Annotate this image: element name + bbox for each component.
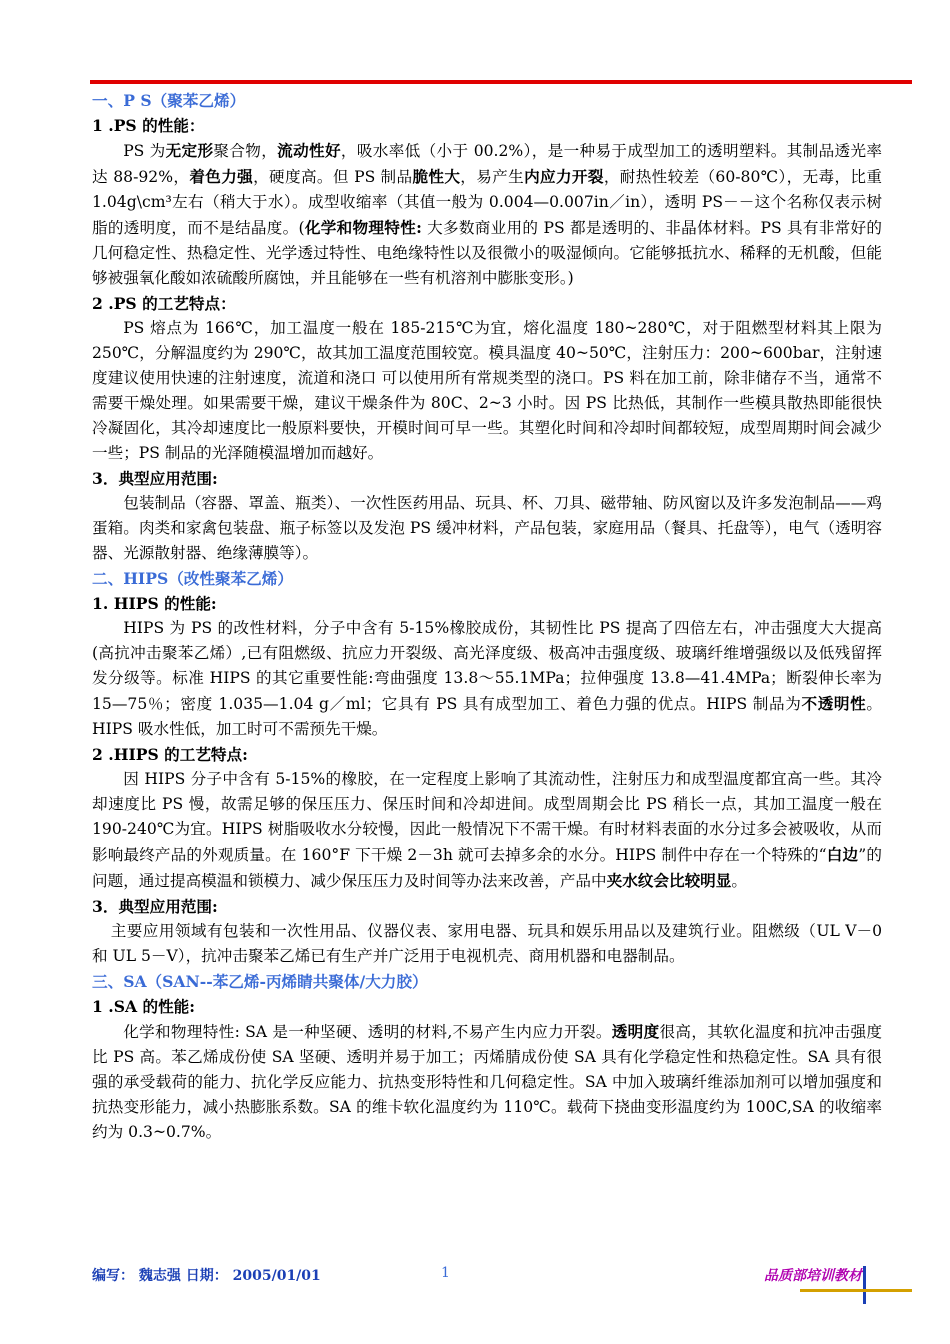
text-run: ”的问题，通过提高模温和锁模力、减少保压压力及时间等办法来改善，产品中: [92, 846, 882, 890]
text-run: PS 为: [123, 142, 166, 160]
footer-gold-rule: [800, 1289, 912, 1292]
subheading-ps-process: 2 .PS 的工艺特点：: [92, 294, 236, 313]
top-red-rule: [90, 80, 912, 84]
text-run: 。HIPS 吸水性低，加工时可不需预先干燥。: [92, 695, 882, 738]
footer-author-date: 编写： 魏志强 日期： 2005/01/01: [92, 1268, 321, 1284]
subheading-hips-process: 2 .HIPS 的工艺特点:: [92, 745, 248, 764]
text-run: 聚合物，: [213, 142, 278, 160]
bold-text-run: 无定形: [165, 141, 214, 160]
footer-vertical-rule: [863, 1266, 866, 1304]
bold-text-run: 透明度: [611, 1022, 660, 1041]
document-body: [92, 88, 882, 1145]
section-heading-ps: 一、P S（聚苯乙烯）: [92, 91, 246, 110]
paragraph-hips-properties: [92, 616, 882, 742]
paragraph-sa-properties: [92, 1019, 882, 1145]
page-number: 1: [441, 1265, 450, 1281]
text-run: 很高，其软化温度和抗冲击强度比 PS 高。苯乙烯成份使 SA 坚硬、透明并易于加工；丙烯腈成份使 SA 具有化学稳定性和热稳定性。SA 具有很强的承受载荷的能力、抗化学反应能力、抗热变形特性和几何稳定性。SA 中加入玻璃纤维添加剂可以增加强度和抗热变形能力，减小热膨胀系数。SA 的维卡软化温度约为 110℃。载荷下挠曲变形温度约为 100C,SA 的收缩率约为 0.3~0.7%。: [92, 1023, 882, 1141]
bold-text-run: 不透明性: [801, 694, 867, 713]
text-run: 化学和物理特性: SA 是一种坚硬、透明的材料,不易产生内应力开裂。: [123, 1023, 612, 1041]
text-run: ，吸水率低（小于 00.2%），是一种易于成型加工的透明塑料。其制品透光率达 88-92%，: [92, 142, 882, 186]
bold-text-run: 脆性大: [412, 167, 461, 186]
section-heading-sa: 三、SA（SAN--苯乙烯-丙烯睛共聚体/大力胶）: [92, 972, 428, 991]
paragraph-ps-applications: 包装制品（容器、罩盖、瓶类）、一次性医药用品、玩具、杯、刀具、磁带轴、防风窗以及许多发泡制品——鸡蛋箱。肉类和家禽包装盘、瓶子标签以及发泡 PS 缓冲材料，产品包装，家庭用品（餐具、托盘等），电气（透明容器、光源散射器、绝缘薄膜等）。: [92, 494, 882, 562]
paragraph-hips-applications: 主要应用领域有包装和一次性用品、仪器仪表、家用电器、玩具和娱乐用品以及建筑行业。阻燃级（UL V－0 和 UL 5－V），抗冲击聚苯乙烯已有生产并广泛用于电视机壳、商用机器和电器制品。: [92, 922, 882, 965]
text-run: ，耐热性较差（60-80℃），无毒，比重 1.04g\cm³左右（稍大于水）。成型收缩率（其值一般为 0.004—0.007in／in），透明 PS－－这个名称仅表示树脂的透明度，而不是结晶度。(: [92, 168, 882, 237]
paragraph-hips-process: [92, 767, 882, 894]
bold-text-run: 流动性好: [277, 141, 341, 160]
footer-doc-title: 品质部培训教材: [764, 1268, 862, 1284]
text-run: HIPS 为 PS 的改性材料，分子中含有 5-15%橡胶成份，其韧性比 PS 提高了四倍左右，冲击强度大大提高(高抗冲击聚苯乙烯）,已有阻燃级、抗应力开裂级、高光泽度级、极高冲击强度级、玻璃纤维增强级以及低残留挥发分级等。标准 HIPS 的其它重要性能:弯曲强度 13.8～55.1MPa；拉伸强度 13.8—41.4MPa；断裂伸长率为 15—75％；密度 1.035—1.04 g／ml；它具有 PS 具有成型加工、着色力强的优点。HIPS 制品为: [92, 619, 882, 713]
page-footer: [92, 1265, 912, 1289]
subheading-ps-applications: 3．典型应用范围:: [92, 469, 218, 488]
paragraph-ps-properties: [92, 138, 882, 291]
bold-text-run: 化学和物理特性:: [304, 218, 422, 237]
subheading-ps-properties: 1 .PS 的性能：: [92, 116, 205, 135]
section-heading-hips: 二、HIPS（改性聚苯乙烯）: [92, 569, 293, 588]
bold-text-run: 白边: [826, 845, 859, 864]
text-run: 大多数商业用的 PS 都是透明的、非晶体材料。PS 具有非常好的几何稳定性、热稳定性、光学透过特性、电绝缘特性以及很微小的吸湿倾向。它能够抵抗水、稀释的无机酸，但能够被强氧化酸如浓硫酸所腐蚀，并且能够在一些有机溶剂中膨胀变形。): [92, 219, 882, 287]
text-run: 。: [731, 872, 747, 890]
subheading-hips-properties: 1. HIPS 的性能:: [92, 594, 217, 613]
bold-text-run: 着色力强: [189, 167, 254, 186]
bold-text-run: 夹水纹会比较明显: [606, 871, 732, 890]
text-run: 因 HIPS 分子中含有 5-15%的橡胶，在一定程度上影响了其流动性，注射压力和成型温度都宜高一些。其冷却速度比 PS 慢，故需足够的保压压力、保压时间和冷却进间。成型周期会比 PS 稍长一点，其加工温度一般在 190-240℃为宜。HIPS 树脂吸收水分较慢，因此一般情况下不需干燥。有时材料表面的水分过多会被吸收，从而影响最终产品的外观质量。在 160°F 下干燥 2－3h 就可去掉多余的水分。HIPS 制件中存在一个特殊的“: [92, 770, 882, 864]
text-run: ，易产生: [460, 168, 525, 186]
text-run: ，硬度高。但 PS 制品: [253, 168, 413, 186]
paragraph-ps-process: PS 熔点为 166℃，加工温度一般在 185-215℃为宜，熔化温度 180~280℃，对于阻燃型材料其上限为 250℃，分解温度约为 290℃，故其加工温度范围较宽。模具温度 40~50℃，注射压力：200~600bar，注射速度建议使用快速的注射速度，流道和浇口 可以使用所有常规类型的浇口。PS 料在加工前，除非储存不当，通常不需要干燥处理。如果需要干燥，建议干燥条件为 80C、2~3 小时。因 PS 比热低，其制作一些模具散热即能很快冷凝固化，其冷却速度比一般原料要快，开模时间可早一些。其塑化时间和冷却时间都较短，成型周期时间会减少一些；PS 制品的光泽随模温增加而越好。: [92, 319, 882, 462]
subheading-sa-properties: 1 .SA 的性能:: [92, 997, 196, 1016]
bold-text-run: 内应力开裂: [524, 167, 604, 186]
subheading-hips-applications: 3．典型应用范围:: [92, 897, 218, 916]
